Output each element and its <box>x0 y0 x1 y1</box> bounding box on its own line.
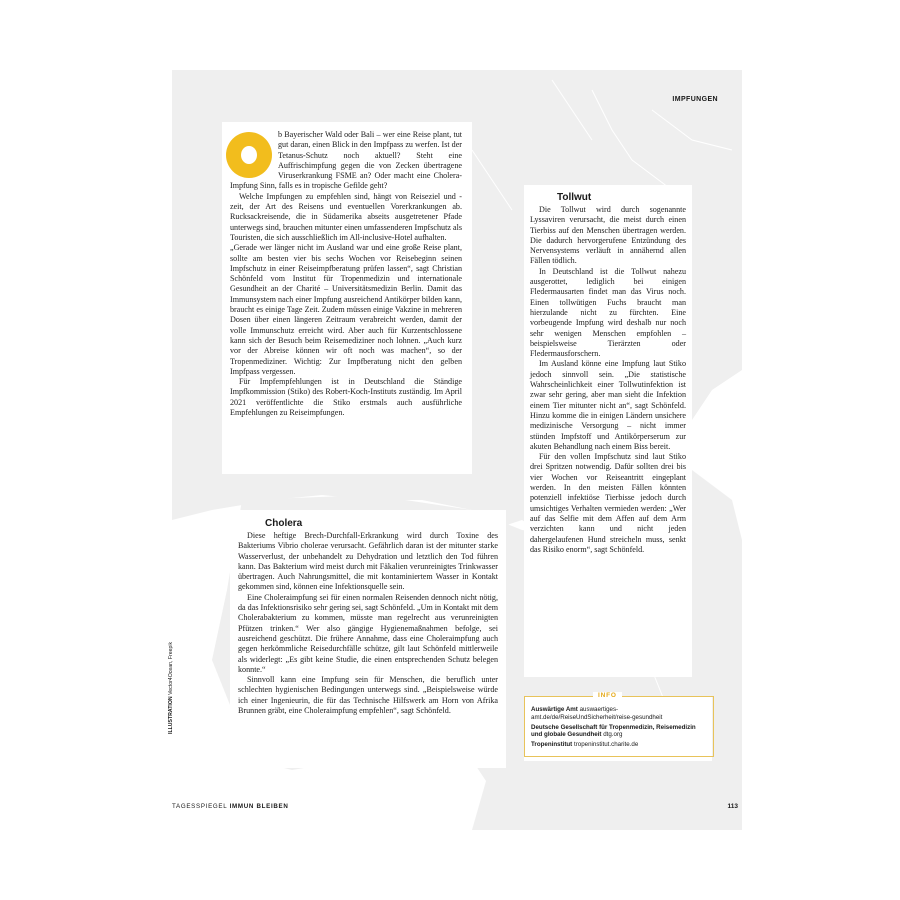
info-entry <box>531 741 707 749</box>
cholera-paragraph: Diese heftige Brech-Durchfall-Erkrankung wird durch Toxine des Bakteriums Vibrio cholerae verursacht. Gefährlich daran ist der mitunter starke Wasserverlust, der unbehandelt zu Dehydration und letztlich den Tod führen kann. Das Bakterium wird meist durch mit Fäkalien verunreinigtes Trinkwasser übertragen. Auch Nahrungsmittel, die mit kontaminiertem Wasser in Kontakt gekommen sind, können eine Infektionsquelle sein. <box>238 531 498 592</box>
info-entry-title: Tropeninstitut <box>531 741 573 749</box>
credit-label: ILLUSTRATION <box>168 696 174 734</box>
magazine-page <box>168 70 742 830</box>
info-entry-link[interactable]: tropeninstitut.charite.de <box>572 741 639 749</box>
tollwut-section <box>530 192 686 555</box>
footer-publication <box>172 803 289 810</box>
intro-paragraph: Welche Impfungen zu empfehlen sind, hängt von Reiseziel und -zeit, der Art des Reisens und eventuellen Vorerkrankungen ab. Rucksackreisende, die in Südamerika abseits ausgetretener Pfade unterwegs sind, brauchen mitunter einen umfassenderen Impfschutz als Touristen, die sich ausschließlich im All-inclusive-Hotel aufhalten. <box>230 191 462 242</box>
illustration-credit <box>168 614 174 734</box>
info-entry <box>531 706 707 722</box>
credit-text: Vector4Ocean, Freepik <box>168 641 174 697</box>
tollwut-paragraph: Im Ausland könne eine Impfung laut Stiko jedoch sinnvoll sein. „Die statistische Wahrscheinlichkeit einer Tollwutinfektion ist zwar sehr gering, aber man sieht die Infektion einem Tier mitunter nicht an“, sagt Schönfeld. Hinzu komme die in einigen Ländern unsichere medizinische Versorgung – nicht immer stünden Impfstoff und Antikörperserum zur akuten Behandlung nach einem Biss bereit. <box>530 359 686 451</box>
info-entry-link[interactable]: auswaertiges-amt.de/de/ReiseUndSicherheit/reise-gesundheit <box>531 706 663 721</box>
info-entry <box>531 724 707 740</box>
tollwut-paragraph: Die Tollwut wird durch sogenannte Lyssaviren verursacht, die meist durch einen Tierbiss auf den Menschen übertragen werden. Die dadurch hervorgerufene Entzündung des Nervensystems verläuft in annähernd allen Fällen tödlich. <box>530 205 686 266</box>
section-label: IMPFUNGEN <box>672 96 718 103</box>
footer-issue: IMMUN BLEIBEN <box>229 803 289 810</box>
cholera-section <box>238 518 498 716</box>
cholera-heading: Cholera <box>265 518 303 529</box>
cholera-paragraph: Eine Choleraimpfung sei für einen normalen Reisenden dennoch nicht nötig, da das Infektionsrisiko sehr gering sei, sagt Schönfeld. „Um in Kontakt mit dem Cholerabakterium zu kommen, müsste man regelrecht aus verunreinigten Pfützen trinken.“ Wer also gängige Hygienemaßnahmen befolge, sei ausreichend geschützt. Die frühere Annahme, dass eine Choleraimpfung auch gegen herkömmliche Reisedurchfälle schütze, gilt laut Schönfeld mittlerweile als widerlegt: „Es gibt keine Studie, die einen entsprechenden Schutz belegen konnte.“ <box>238 592 498 674</box>
intro-paragraph: „Gerade wer länger nicht im Ausland war und eine große Reise plant, sollte am besten vier bis sechs Wochen vor Reisebeginn seinen Impfschutz in einer Reiseimpfberatung prüfen lassen“, sagt Christian Schönfeld vom Institut für Tropenmedizin und internationale Gesundheit an der Charité – Universitätsmedizin Berlin. Damit das Immunsystem nach einer Impfung ausreichend Antikörper bilden kann, braucht es einige Tage Zeit. Zudem müssen einige Vakzine in mehreren Dosen über einen längeren Zeitraum verabreicht werden, damit der volle Immunschutz erreicht wird. Aber auch für Kurzentschlossene kann sich der Besuch beim Reisemediziner noch lohnen. „Auch kurz vor der Abreise können wir oft noch was machen“, so der Tropenmediziner. Wichtig: Zur Impfberatung nicht den gelben Impfpass vergessen. <box>230 243 462 376</box>
intro-article <box>230 130 462 418</box>
tollwut-heading: Tollwut <box>557 192 592 203</box>
cholera-paragraph: Sinnvoll kann eine Impfung sein für Menschen, die beruflich unter schlechten hygienischen Bedingungen unterwegs sind. „Beispielsweise würde ich einer Ingenieurin, die für das Technische Hilfswerk am Horn von Afrika Brunnen gräbt, eine Choleraimpfung empfehlen“, sagt Schönfeld. <box>238 675 498 716</box>
intro-paragraph: Für Impfempfehlungen ist in Deutschland die Ständige Impfkommission (Stiko) des Robert-Koch-Instituts zuständig. Im April 2021 veröffentlichte die Stiko erstmals auch ausführliche Empfehlungen zu Reiseimpfungen. <box>230 377 462 418</box>
intro-paragraph: b Bayerischer Wald oder Bali – wer eine Reise plant, tut gut daran, einen Blick in den Impfpass zu werfen. Ist der Tetanus-Schutz noch aktuell? Steht eine Auffrischimpfung gegen die von Zecken übertragene Viruserkrankung FSME an? Oder macht eine Cholera-Impfung Sinn, falls es in tropische Gefilde geht? <box>230 130 462 191</box>
info-badge: INFO <box>593 692 622 699</box>
info-box <box>524 692 714 757</box>
footer-brand: TAGESSPIEGEL <box>172 803 230 810</box>
page-number: 113 <box>727 803 738 810</box>
tollwut-paragraph: In Deutschland ist die Tollwut nahezu ausgerottet, lediglich bei einigen Fledermausarten findet man das Virus noch. Einen tollwütigen Fuchs braucht man hierzulande nicht zu fürchten. Eine vorbeugende Impfung wird deshalb nur noch sehr wenigen Menschen empfohlen – beispielsweise Tierärzten oder Fledermausforschern. <box>530 266 686 359</box>
tollwut-paragraph: Für den vollen Impfschutz sind laut Stiko drei Spritzen notwendig. Dafür sollten drei bis vier Wochen vor Reiseantritt eingeplant werden. In den meisten Fällen könnten potenziell infektiöse Tierbisse jedoch durch umsichtiges Verhalten vermieden werden: „Wer auf das Selfie mit dem Affen auf dem Arm verzichten kann und nicht jeden dahergelaufenen Hund streicheln muss, senkt das Risiko enorm“, sagt Schönfeld. <box>530 452 686 554</box>
info-entry-link[interactable]: dtg.org <box>601 731 623 739</box>
info-entry-title: Deutsche Gesellschaft für Tropenmedizin, Reisemedizin und globale Gesundheit <box>531 723 696 739</box>
dropcap-letter <box>226 132 272 178</box>
info-entry-title: Auswärtige Amt <box>531 706 578 713</box>
